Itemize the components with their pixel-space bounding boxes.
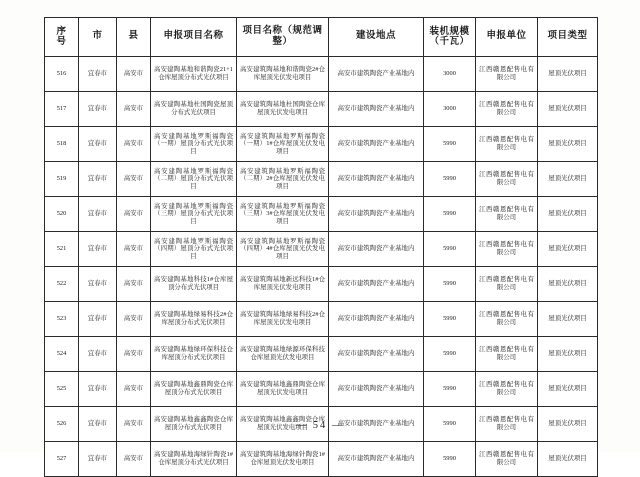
cell-unit xyxy=(476,337,538,372)
table-row xyxy=(45,372,598,407)
cell-city xyxy=(79,337,117,372)
cell-standard-name-text: 高安建筑陶基地杜国陶瓷仓库屋顶光伏发电项目 xyxy=(240,101,325,116)
cell-standard-name-text: 高安建筑陶基地新远科技1#仓库屋顶光伏发电项目 xyxy=(240,276,325,291)
cell-type-text: 屋顶光伏项目 xyxy=(548,280,587,288)
cell-serial xyxy=(45,302,79,337)
cell-serial xyxy=(45,232,79,267)
cell-city-text: 宜春市 xyxy=(87,245,108,253)
cell-county-text: 高安市 xyxy=(123,70,144,78)
cell-scale-text: 5990 xyxy=(443,315,456,323)
cell-scale xyxy=(424,302,476,337)
cell-site-text: 高安市建筑陶瓷产业基地内 xyxy=(337,280,415,288)
cell-city xyxy=(79,372,117,407)
cell-type xyxy=(538,337,598,372)
cell-standard-name-text: 高安建筑陶基地和谐陶瓷2#仓库屋顶光伏发电项目 xyxy=(240,66,325,81)
cell-declared-name-text: 高安建陶基地绿易科技2#仓库屋顶分布式光伏项目 xyxy=(154,311,233,326)
cell-site-text: 高安市建筑陶瓷产业基地内 xyxy=(337,350,415,358)
cell-site xyxy=(329,337,424,372)
cell-scale-text: 3000 xyxy=(443,105,456,113)
cell-type-text: 屋顶光伏项目 xyxy=(548,350,587,358)
column-header-county: 县 xyxy=(117,18,151,57)
cell-county xyxy=(117,442,151,477)
cell-county-text: 高安市 xyxy=(123,420,144,428)
cell-county xyxy=(117,372,151,407)
cell-declared-name-text: 高安建陶基地科技1#仓库屋顶分布式光伏项目 xyxy=(154,276,233,291)
cell-scale xyxy=(424,337,476,372)
cell-site xyxy=(329,197,424,232)
column-header-unit: 申报单位 xyxy=(476,18,538,57)
cell-standard-name-text: 高安建筑陶基地罗斯福陶瓷（四期）4#仓库屋顶光伏发电项目 xyxy=(240,237,325,260)
cell-type xyxy=(538,162,598,197)
cell-city-text: 宜春市 xyxy=(87,420,108,428)
cell-standard-name-text: 高安建筑陶基地绿易科技2#仓库屋顶光伏发电项目 xyxy=(240,311,325,326)
cell-type-text: 屋顶光伏项目 xyxy=(548,315,587,323)
cell-serial-text: 525 xyxy=(56,385,67,393)
cell-serial xyxy=(45,197,79,232)
cell-site-text: 高安市建筑陶瓷产业基地内 xyxy=(337,315,415,323)
cell-type xyxy=(538,92,598,127)
cell-declared-name xyxy=(151,232,237,267)
cell-city-text: 宜春市 xyxy=(87,70,108,78)
cell-standard-name xyxy=(237,302,329,337)
cell-serial-text: 521 xyxy=(56,245,67,253)
cell-serial-text: 527 xyxy=(56,455,67,463)
cell-unit-text: 江西赣恩配售电有限公司 xyxy=(479,206,534,221)
cell-declared-name-text: 高安建陶基地海绿针陶瓷1#仓库屋顶分布式光伏项目 xyxy=(154,451,233,466)
cell-declared-name xyxy=(151,267,237,302)
cell-county xyxy=(117,197,151,232)
cell-county xyxy=(117,267,151,302)
project-table-container xyxy=(44,17,597,477)
cell-type-text: 屋顶光伏项目 xyxy=(548,140,587,148)
column-header-scale xyxy=(424,18,476,57)
cell-city xyxy=(79,267,117,302)
cell-county xyxy=(117,337,151,372)
table-body xyxy=(45,57,598,477)
cell-unit xyxy=(476,232,538,267)
cell-unit-text: 江西赣恩配售电有限公司 xyxy=(479,171,534,186)
table-row xyxy=(45,92,598,127)
table-row xyxy=(45,127,598,162)
table-row xyxy=(45,302,598,337)
cell-type-text: 屋顶光伏项目 xyxy=(548,385,587,393)
column-header-serial-line1: 序 xyxy=(56,26,67,37)
cell-declared-name xyxy=(151,302,237,337)
table-header xyxy=(45,18,598,57)
cell-county-text: 高安市 xyxy=(123,175,144,183)
table-header-row xyxy=(45,18,598,57)
cell-type xyxy=(538,442,598,477)
cell-city-text: 宜春市 xyxy=(87,350,108,358)
cell-declared-name-text: 高安建陶基地杜国陶瓷屋顶分布式光伏项目 xyxy=(154,101,233,116)
cell-site xyxy=(329,57,424,92)
cell-site xyxy=(329,302,424,337)
cell-type-text: 屋顶光伏项目 xyxy=(548,105,587,113)
cell-unit-text: 江西赣恩配售电有限公司 xyxy=(479,101,534,116)
column-header-city: 市 xyxy=(79,18,117,57)
cell-site xyxy=(329,442,424,477)
cell-county-text: 高安市 xyxy=(123,140,144,148)
page-number: — 54 — xyxy=(295,420,345,431)
cell-county-text: 高安市 xyxy=(123,385,144,393)
table-row xyxy=(45,267,598,302)
project-table xyxy=(44,17,598,477)
cell-city xyxy=(79,127,117,162)
cell-declared-name-text: 高安建陶基地绿环保科技仓库屋顶分布式光伏项目 xyxy=(154,346,233,361)
cell-serial-text: 519 xyxy=(56,175,67,183)
cell-standard-name-text: 高安建筑陶基地罗斯福陶瓷（三期）3#仓库屋顶光伏发电项目 xyxy=(240,202,325,225)
column-header-serial xyxy=(45,18,79,57)
cell-scale-text: 5990 xyxy=(443,420,456,428)
cell-city xyxy=(79,92,117,127)
cell-declared-name-text: 高安建陶基地罗斯福陶瓷（三期）屋顶分布式光伏项目 xyxy=(154,202,233,225)
cell-standard-name xyxy=(237,232,329,267)
cell-serial-text: 516 xyxy=(56,70,67,78)
cell-serial-text: 520 xyxy=(56,210,67,218)
cell-declared-name-text: 高安建陶基地鑫鼎陶瓷仓库屋顶分布式光伏项目 xyxy=(154,381,233,396)
cell-unit-text: 江西赣恩配售电有限公司 xyxy=(479,66,534,81)
cell-unit xyxy=(476,57,538,92)
cell-type-text: 屋顶光伏项目 xyxy=(548,70,587,78)
cell-city xyxy=(79,57,117,92)
cell-scale-text: 5990 xyxy=(443,280,456,288)
cell-county-text: 高安市 xyxy=(123,245,144,253)
cell-city-text: 宜春市 xyxy=(87,105,108,113)
cell-county-text: 高安市 xyxy=(123,105,144,113)
cell-site xyxy=(329,92,424,127)
cell-city xyxy=(79,302,117,337)
cell-standard-name-text: 高安建筑陶基地罗斯福陶瓷（一期）1#仓库屋顶光伏发电项目 xyxy=(240,132,325,155)
cell-standard-name xyxy=(237,92,329,127)
cell-scale xyxy=(424,57,476,92)
cell-site-text: 高安市建筑陶瓷产业基地内 xyxy=(337,385,415,393)
cell-type xyxy=(538,232,598,267)
cell-serial xyxy=(45,92,79,127)
cell-unit xyxy=(476,92,538,127)
cell-county-text: 高安市 xyxy=(123,455,144,463)
cell-standard-name-text: 高安建筑陶基地罗斯福陶瓷（二期）2#仓库屋顶光伏发电项目 xyxy=(240,167,325,190)
cell-city-text: 宜春市 xyxy=(87,280,108,288)
cell-type-text: 屋顶光伏项目 xyxy=(548,210,587,218)
cell-unit xyxy=(476,197,538,232)
table-row xyxy=(45,232,598,267)
cell-site xyxy=(329,162,424,197)
cell-county-text: 高安市 xyxy=(123,280,144,288)
cell-declared-name xyxy=(151,127,237,162)
cell-site-text: 高安市建筑陶瓷产业基地内 xyxy=(337,175,415,183)
cell-city xyxy=(79,232,117,267)
cell-unit xyxy=(476,127,538,162)
cell-serial-text: 517 xyxy=(56,105,67,113)
cell-city-text: 宜春市 xyxy=(87,175,108,183)
cell-site xyxy=(329,372,424,407)
cell-scale xyxy=(424,162,476,197)
cell-standard-name-text: 高安建筑陶基地鑫鼎陶瓷仓库屋顶光伏发电项目 xyxy=(240,381,325,396)
cell-unit xyxy=(476,442,538,477)
cell-unit-text: 江西赣恩配售电有限公司 xyxy=(479,416,534,431)
table-row xyxy=(45,57,598,92)
cell-county xyxy=(117,57,151,92)
cell-unit xyxy=(476,302,538,337)
cell-scale xyxy=(424,372,476,407)
cell-county xyxy=(117,302,151,337)
cell-city-text: 宜春市 xyxy=(87,140,108,148)
cell-declared-name xyxy=(151,337,237,372)
cell-scale-text: 5990 xyxy=(443,175,456,183)
cell-city-text: 宜春市 xyxy=(87,385,108,393)
cell-declared-name-text: 高安建陶基地罗斯福陶瓷（四期）屋顶分布式光伏项目 xyxy=(154,237,233,260)
cell-standard-name xyxy=(237,372,329,407)
cell-unit-text: 江西赣恩配售电有限公司 xyxy=(479,381,534,396)
cell-unit xyxy=(476,372,538,407)
cell-standard-name xyxy=(237,127,329,162)
cell-city-text: 宜春市 xyxy=(87,455,108,463)
cell-county xyxy=(117,232,151,267)
cell-serial xyxy=(45,57,79,92)
cell-serial-text: 522 xyxy=(56,280,67,288)
cell-type-text: 屋顶光伏项目 xyxy=(548,175,587,183)
cell-site xyxy=(329,232,424,267)
column-header-standard-name: 项目名称（规范调整） xyxy=(237,18,329,57)
cell-serial-text: 526 xyxy=(56,420,67,428)
cell-scale-text: 3000 xyxy=(443,70,456,78)
cell-scale xyxy=(424,232,476,267)
cell-site-text: 高安市建筑陶瓷产业基地内 xyxy=(337,140,415,148)
cell-standard-name xyxy=(237,442,329,477)
column-header-scale-line1: 装机规模 xyxy=(429,26,470,37)
cell-type-text: 屋顶光伏项目 xyxy=(548,420,587,428)
column-header-site: 建设地点 xyxy=(329,18,424,57)
cell-serial-text: 518 xyxy=(56,140,67,148)
cell-scale-text: 5990 xyxy=(443,350,456,358)
cell-county-text: 高安市 xyxy=(123,315,144,323)
cell-type-text: 屋顶光伏项目 xyxy=(548,455,587,463)
cell-serial xyxy=(45,337,79,372)
cell-scale xyxy=(424,442,476,477)
cell-type xyxy=(538,127,598,162)
cell-standard-name xyxy=(237,162,329,197)
cell-unit-text: 江西赣恩配售电有限公司 xyxy=(479,451,534,466)
cell-scale-text: 5990 xyxy=(443,245,456,253)
cell-declared-name xyxy=(151,57,237,92)
cell-scale-text: 5990 xyxy=(443,385,456,393)
cell-site xyxy=(329,267,424,302)
cell-scale xyxy=(424,267,476,302)
column-header-type: 项目类型 xyxy=(538,18,598,57)
cell-city xyxy=(79,197,117,232)
cell-unit-text: 江西赣恩配售电有限公司 xyxy=(479,311,534,326)
cell-scale xyxy=(424,197,476,232)
cell-site-text: 高安市建筑陶瓷产业基地内 xyxy=(337,210,415,218)
cell-declared-name xyxy=(151,92,237,127)
cell-standard-name-text: 高安建筑陶基地海绿针陶瓷1#仓库屋顶光伏发电项目 xyxy=(240,451,325,466)
cell-declared-name xyxy=(151,442,237,477)
cell-serial xyxy=(45,162,79,197)
column-header-scale-line2: （千瓦） xyxy=(429,37,470,47)
cell-type xyxy=(538,372,598,407)
cell-declared-name xyxy=(151,372,237,407)
cell-type xyxy=(538,57,598,92)
cell-city-text: 宜春市 xyxy=(87,315,108,323)
cell-declared-name xyxy=(151,197,237,232)
cell-standard-name xyxy=(237,57,329,92)
cell-county xyxy=(117,92,151,127)
cell-type xyxy=(538,197,598,232)
cell-site xyxy=(329,127,424,162)
cell-serial xyxy=(45,372,79,407)
cell-standard-name-text: 高安建筑陶基地鑫鑫陶瓷仓库屋顶光伏发电项目 xyxy=(240,416,325,431)
cell-site-text: 高安市建筑陶瓷产业基地内 xyxy=(337,70,415,78)
cell-standard-name-text: 高安建筑陶基地绿源环保科技仓库屋顶光伏发电项目 xyxy=(240,346,325,361)
cell-city-text: 宜春市 xyxy=(87,210,108,218)
cell-site-text: 高安市建筑陶瓷产业基地内 xyxy=(337,245,415,253)
cell-scale-text: 5990 xyxy=(443,455,456,463)
cell-site-text: 高安市建筑陶瓷产业基地内 xyxy=(337,420,415,428)
column-header-declared-name: 申报项目名称 xyxy=(151,18,237,57)
cell-city xyxy=(79,442,117,477)
cell-declared-name-text: 高安建陶基地和谐陶瓷21+1仓库屋顶分布式光伏项目 xyxy=(154,66,233,81)
cell-unit-text: 江西赣恩配售电有限公司 xyxy=(479,241,534,256)
cell-scale xyxy=(424,92,476,127)
cell-standard-name xyxy=(237,337,329,372)
cell-scale-text: 5990 xyxy=(443,210,456,218)
cell-declared-name-text: 高安建陶基地罗斯福陶瓷（二期）屋顶分布式光伏项目 xyxy=(154,167,233,190)
cell-declared-name-text: 高安建陶基地鑫鑫陶瓷仓库屋顶分布式光伏项目 xyxy=(154,416,233,431)
cell-site-text: 高安市建筑陶瓷产业基地内 xyxy=(337,105,415,113)
cell-unit xyxy=(476,267,538,302)
cell-county-text: 高安市 xyxy=(123,350,144,358)
cell-county xyxy=(117,127,151,162)
cell-city xyxy=(79,162,117,197)
cell-site-text: 高安市建筑陶瓷产业基地内 xyxy=(337,455,415,463)
cell-type-text: 屋顶光伏项目 xyxy=(548,245,587,253)
cell-serial xyxy=(45,267,79,302)
table-row xyxy=(45,442,598,477)
table-row xyxy=(45,197,598,232)
cell-declared-name-text: 高安建陶基地罗斯福陶瓷（一期）屋顶分布式光伏项目 xyxy=(154,132,233,155)
cell-type xyxy=(538,267,598,302)
column-header-serial-line2: 号 xyxy=(56,37,67,47)
table-row xyxy=(45,337,598,372)
cell-scale xyxy=(424,127,476,162)
cell-standard-name xyxy=(237,267,329,302)
cell-scale-text: 5990 xyxy=(443,140,456,148)
cell-unit-text: 江西赣恩配售电有限公司 xyxy=(479,136,534,151)
cell-serial xyxy=(45,442,79,477)
cell-type xyxy=(538,302,598,337)
cell-serial xyxy=(45,127,79,162)
cell-standard-name xyxy=(237,197,329,232)
cell-unit-text: 江西赣恩配售电有限公司 xyxy=(479,276,534,291)
cell-unit-text: 江西赣恩配售电有限公司 xyxy=(479,346,534,361)
table-row xyxy=(45,162,598,197)
cell-unit xyxy=(476,162,538,197)
cell-county-text: 高安市 xyxy=(123,210,144,218)
cell-serial-text: 523 xyxy=(56,315,67,323)
cell-county xyxy=(117,162,151,197)
cell-declared-name xyxy=(151,162,237,197)
cell-serial-text: 524 xyxy=(56,350,67,358)
